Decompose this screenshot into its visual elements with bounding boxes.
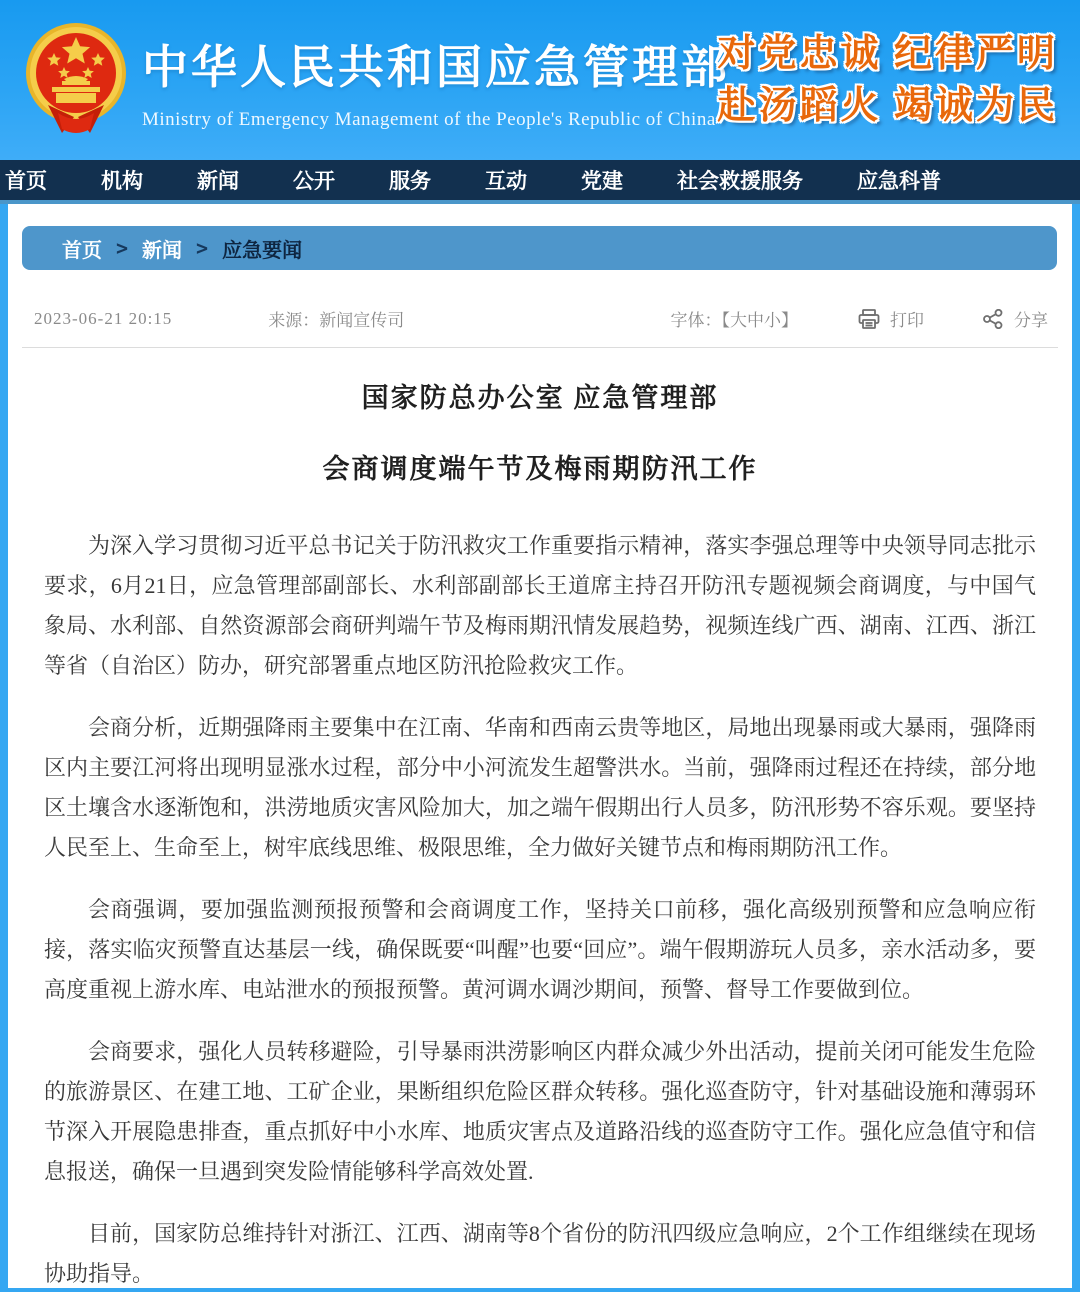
share-nodes-icon (982, 309, 1004, 329)
nav-item-news[interactable]: 新闻 (197, 170, 239, 193)
font-size-control (671, 306, 799, 331)
site-subtitle-english: Ministry of Emergency Management of the People's Republic of China (142, 109, 716, 130)
article-paragraph: 为深入学习贯彻习近平总书记关于防汛救灾工作重要指示精神，落实李强总理等中央领导同志批示要求，6月21日，应急管理部副部长、水利部副部长王道席主持召开防汛专题视频会商调度，与中国气象局、水利部、自然资源部会商研判端午节及梅雨期汛情发展趋势，视频连线广西、湖南、江西、浙江等省（自治区）防办，研究部署重点地区防汛抢险救灾工作。 (44, 533, 1036, 678)
publish-date: 2023-06-21 20:15 (34, 308, 173, 328)
nav-item-home[interactable]: 首页 (5, 170, 47, 193)
nav-item-interaction[interactable]: 互动 (485, 170, 527, 193)
breadcrumb-news-link[interactable]: 新闻 (142, 239, 183, 262)
article-body (8, 486, 1072, 1288)
breadcrumb-current-page: 应急要闻 (222, 239, 303, 262)
site-title: 中华人民共和国应急管理部 (142, 41, 730, 93)
divider-line (22, 347, 1058, 348)
nav-item-social-rescue-services[interactable]: 社会救援服务 (677, 170, 803, 193)
share-label: 分享 (1014, 311, 1048, 330)
nav-item-services[interactable]: 服务 (389, 170, 431, 193)
print-button[interactable] (858, 306, 924, 331)
slogan-line-1: 对党忠诚 纪律严明 (717, 33, 1058, 75)
nav-item-party-building[interactable]: 党建 (581, 170, 623, 193)
nav-item-disclosure[interactable]: 公开 (293, 170, 335, 193)
print-label: 打印 (890, 311, 924, 330)
national-emblem-icon[interactable] (24, 21, 128, 133)
slogan-line-2: 赴汤蹈火 竭诚为民 (717, 85, 1058, 127)
content-area (8, 204, 1072, 1288)
site-header (0, 0, 1080, 160)
share-button[interactable] (982, 306, 1048, 331)
font-size-label: 字体： (670, 311, 722, 330)
breadcrumb-separator: > (196, 236, 209, 260)
article-paragraph: 目前，国家防总维持针对浙江、江西、湖南等8个省份的防汛四级应急响应，2个工作组继续在现场协助指导。 (44, 1221, 1036, 1286)
article-paragraph: 会商强调，要加强监测预报预警和会商调度工作，坚持关口前移，强化高级别预警和应急响应衔接，落实临灾预警直达基层一线，确保既要“叫醒”也要“回应”。端午假期游玩人员多，亲水活动多，要高度重视上游水库、电站泄水的预报预警。黄河调水调沙期间，预警、督导工作要做到位。 (44, 897, 1036, 1002)
article-title-line-2: 会商调度端午节及梅雨期防汛工作 (322, 454, 758, 484)
printer-icon (858, 309, 880, 329)
breadcrumb-separator: > (116, 236, 129, 260)
article-paragraph: 会商分析，近期强降雨主要集中在江南、华南和西南云贵等地区，局地出现暴雨或大暴雨，强降雨区内主要江河将出现明显涨水过程，部分中小河流发生超警洪水。当前，强降雨过程还在持续，部分地区土壤含水逐渐饱和，洪涝地质灾害风险加大，加之端午假期出行人员多，防汛形势不容乐观。要坚持人民至上、生命至上，树牢底线思维、极限思维，全力做好关键节点和梅雨期防汛工作。 (44, 715, 1036, 860)
article-paragraph: 会商要求，强化人员转移避险，引导暴雨洪涝影响区内群众减少外出活动，提前关闭可能发生危险的旅游景区、在建工地、工矿企业，果断组织危险区群众转移。强化巡查防守，针对基础设施和薄弱环节深入开展隐患排查，重点抓好中小水库、地质灾害点及道路沿线的巡查防守工作。强化应急值守和信息报送，确保一旦遇到突发险情能够科学高效处置. (44, 1039, 1036, 1184)
breadcrumb-home-link[interactable]: 首页 (62, 239, 102, 262)
nav-item-organization[interactable]: 机构 (101, 170, 143, 193)
breadcrumb (22, 226, 1057, 270)
article-meta-row (34, 306, 1048, 331)
nav-item-emergency-science[interactable]: 应急科普 (857, 170, 941, 193)
article-source: 来源：新闻宣传司 (268, 311, 405, 330)
font-size-options[interactable]: 【大中小】 (721, 311, 798, 330)
article-title-line-1: 国家防总办公室 应急管理部 (361, 383, 719, 413)
header-slogan (717, 28, 1058, 132)
main-nav (0, 160, 1080, 204)
